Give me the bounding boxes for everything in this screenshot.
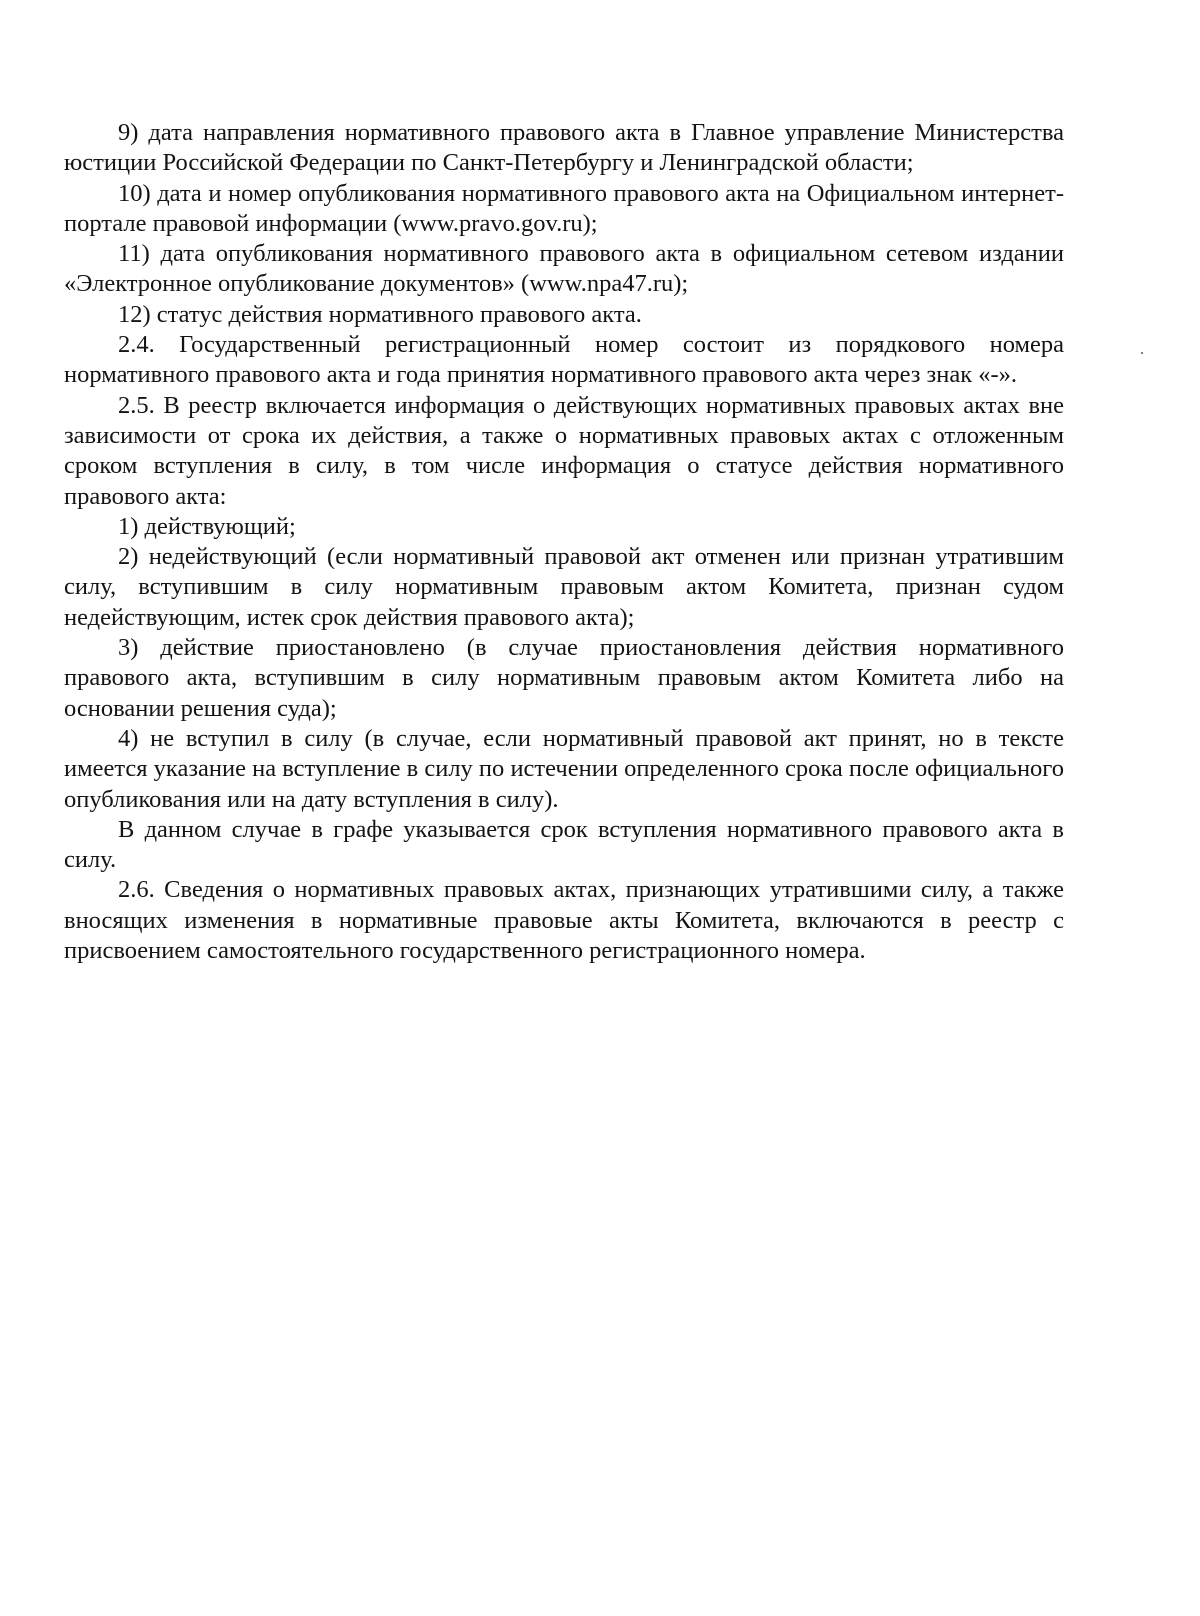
status-item-1: 1) действующий;	[118, 512, 296, 540]
paragraph-item-12: 12) статус действия нормативного правового акта.	[118, 300, 642, 328]
status-item-4: 4) не вступил в силу (в случае, если нормативный правовой акт принят, но в тексте имеется указание на вступление в силу по истечении определенного срока после официального опубликования или на дату вступления в силу).	[64, 724, 1064, 813]
paragraph-item-9: 9) дата направления нормативного правового акта в Главное управление Министерства юстиции Российской Федерации по Санкт-Петербургу и Ленинградской области;	[64, 119, 1064, 177]
paragraph-2-5: 2.5. В реестр включается информация о действующих нормативных правовых актах вне зависимости от срока их действия, а также о нормативных правовых актах с отложенным сроком вступления в силу, в том числе информация о статусе действия нормативного правового акта:	[64, 391, 1064, 510]
paragraph-note: В данном случае в графе указывается срок вступления нормативного правового акта в силу.	[64, 815, 1064, 874]
status-item-3: 3) действие приостановлено (в случае приостановления действия нормативного правового акта, вступившим в силу нормативным правовым актом Комитета либо на основании решения суда);	[64, 634, 1064, 722]
paragraph-item-10: 10) дата и номер опубликования нормативного правового акта на Официальном интернет-портале правовой информации (www.pravo.gov.ru);	[64, 179, 1064, 237]
paragraph-2-6: 2.6. Сведения о нормативных правовых актах, признающих утратившими силу, а также вносящих изменения в нормативные правовые акты Комитета, включаются в реестр с присвоением самостоятельного государственного регистрационного номера.	[64, 876, 1064, 965]
scan-speck	[1141, 352, 1143, 354]
status-item-2: 2) недействующий (если нормативный правовой акт отменен или признан утратившим силу, вступившим в силу нормативным правовым актом Комитета, признан судом недействующим, истек срок действия правового акта);	[64, 543, 1064, 631]
paragraph-2-4: 2.4. Государственный регистрационный номер состоит из порядкового номера нормативного правового акта и года принятия нормативного правового акта через знак «-».	[64, 331, 1064, 389]
paragraph-item-11: 11) дата опубликования нормативного правового акта в официальном сетевом издании «Электронное опубликование документов» (www.npa47.ru);	[64, 240, 1064, 298]
document-body	[64, 118, 1064, 966]
